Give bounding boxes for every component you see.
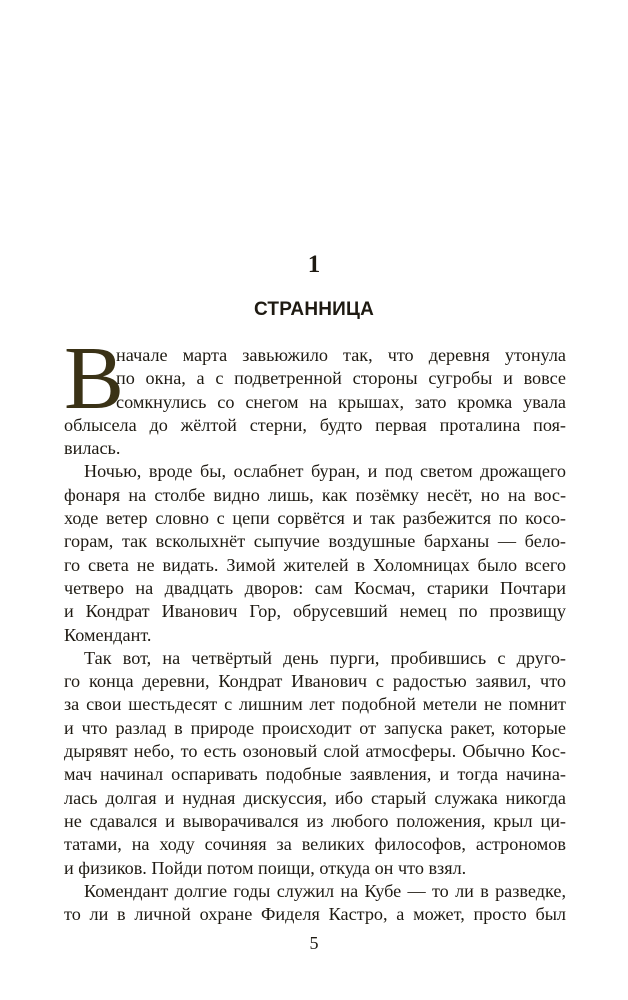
text-line: фонаря на столбе видно лишь, как позёмку несёт, но на вос- xyxy=(64,484,566,505)
text-line: за свои шестьдесят с лишним лет подобной метели не помнит xyxy=(64,694,566,715)
text-line: го света не видать. Зимой жителей в Холомницах было всего xyxy=(64,554,566,575)
text-line: Комендант. xyxy=(64,624,152,645)
text-line: четверо на двадцать дворов: сам Космач, старики Почтари xyxy=(64,577,566,598)
text-line: Комендант долгие годы служил на Кубе — то ли в разведке, xyxy=(84,880,566,901)
text-line: мач начинал оспаривать подобные заявления, и тогда начина- xyxy=(64,764,566,785)
body-text xyxy=(64,344,566,926)
text-line: дырявят небо, то есть озоновый слой атмосферы. Обычно Кос- xyxy=(64,741,566,762)
text-line: и Кондрат Иванович Гор, обрусевший немец по прозвищу xyxy=(64,601,566,622)
text-line: го конца деревни, Кондрат Иванович с радостью заявил, что xyxy=(64,671,566,692)
text-line: и что разлад в природе происходит от запуска ракет, которые xyxy=(64,717,566,738)
text-line: ходе ветер словно с цепи сорвётся и так разбежится по косо- xyxy=(64,508,566,529)
text-line: по окна, а с подветренной стороны сугробы и вовсе xyxy=(116,368,566,389)
text-line: татами, на ходу сочиняя за великих философов, астрономов xyxy=(64,834,566,855)
text-line: и физиков. Пойди потом поищи, откуда он что взял. xyxy=(64,857,467,878)
text-line: горам, так всколыхнёт сыпучие воздушные барханы — бело- xyxy=(64,531,566,552)
chapter-number: 1 xyxy=(307,251,321,278)
drop-cap: В xyxy=(64,329,125,428)
page-number: 5 xyxy=(309,933,319,953)
text-line: лась долгая и нудная дискуссия, ибо старый служака никогда xyxy=(64,787,566,808)
text-line: то ли в личной охране Фиделя Кастро, а может, просто был xyxy=(64,904,566,925)
text-line: сомкнулись со снегом на крышах, зато кромка увала xyxy=(116,391,566,412)
chapter-title: СТРАННИЦА xyxy=(253,299,375,320)
text-line: начале марта завьюжило так, что деревня утонула xyxy=(116,345,566,365)
text-line: облысела до жёлтой стерни, будто первая проталина поя- xyxy=(64,414,566,435)
text-line: Ночью, вроде бы, ослабнет буран, и под светом дрожащего xyxy=(84,461,566,482)
text-line: вилась. xyxy=(64,438,121,459)
text-line: Так вот, на четвёртый день пурги, пробившись с друго- xyxy=(84,647,566,668)
text-line: не сдавался и выворачивался из любого положения, крыл ци- xyxy=(64,810,566,831)
